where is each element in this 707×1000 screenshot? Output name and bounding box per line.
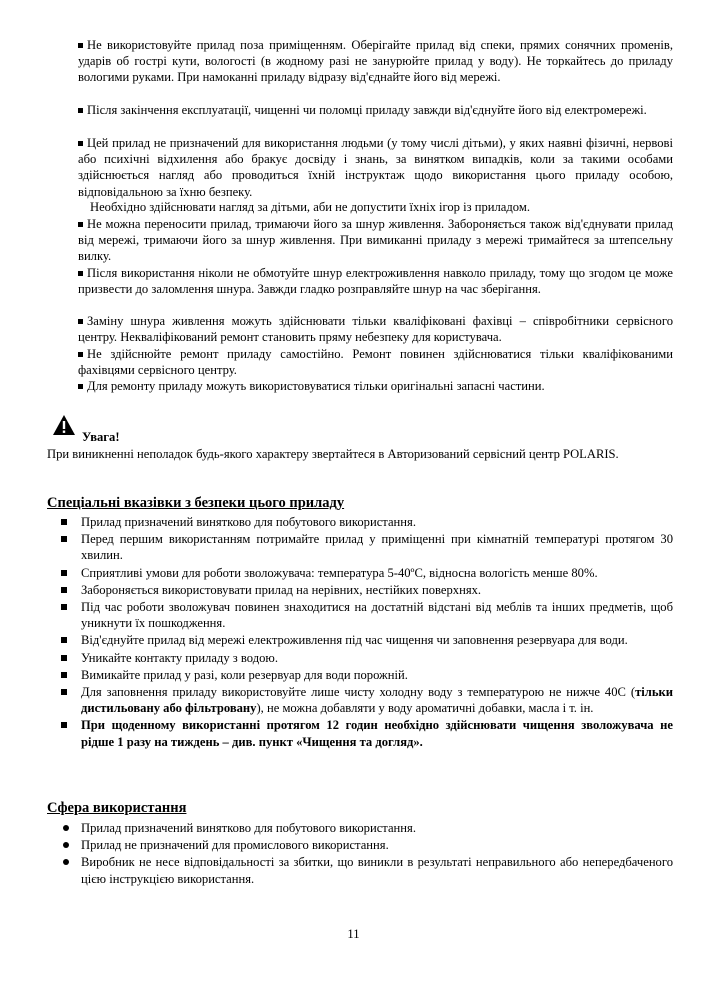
warning-triangle-icon — [52, 414, 76, 436]
list-item: Для заповнення приладу використовуйте лише чисту холодну воду з температурою не нижче 40С (тільки дистильовану або фільтровану), не можна добавляти у воду ароматичні добавки, масла і т. ін. — [47, 684, 673, 716]
bullet-square-icon — [61, 672, 67, 678]
list-item: Прилад призначений винятково для побутового використання. — [47, 514, 673, 530]
bullet-square-icon — [78, 319, 83, 324]
list-item: Забороняється використовувати прилад на нерівних, нестійких поверхнях. — [47, 582, 673, 598]
warning-text: При виникненні неполадок будь-якого характеру звертайтеся в Авторизований сервісний центр POLARIS. — [47, 447, 619, 461]
bullet-square-icon — [61, 536, 67, 542]
bullet-square-icon — [78, 352, 83, 357]
page-number: 11 — [347, 927, 360, 941]
bullet-square-icon — [61, 587, 67, 593]
bullet-dot-icon — [63, 825, 69, 831]
bullet-square-icon — [61, 570, 67, 576]
list-item: Сприятливі умови для роботи зволожувача: температура 5-40ºС, відносна вологість менше 80%. — [47, 565, 673, 581]
bullet-square-icon — [78, 141, 83, 146]
safety-paragraph: Для ремонту приладу можуть використовуватися тільки оригінальні запасні частини. — [78, 378, 673, 394]
bullet-square-icon — [78, 222, 83, 227]
safety-paragraph: Після закінчення експлуатації, чищенні чи поломці приладу завжди від'єднуйте його від електромережі. — [78, 102, 673, 118]
list-item: Вимикайте прилад у разі, коли резервуар для води порожній. — [47, 667, 673, 683]
safety-paragraph: Заміну шнура живлення можуть здійснювати тільки кваліфіковані фахівці – співробітники сервісного центру. Некваліфікований ремонт становить пряму небезпеку для користувача. — [78, 314, 673, 345]
list-item: Перед першим використанням потримайте прилад у приміщенні при кімнатній температурі протягом 30 хвилин. — [47, 531, 673, 563]
safety-paragraph: Цей прилад не призначений для використання людьми (у тому числі дітьми), у яких наявні фізичні, нервові або психічні відхилення або бракує досвіду і знань, за винятком випадків, коли за такими особами здійснюється нагляд або проводиться їхній інструктаж щодо використання цього приладу особою, відповідальною за їхню безпеку. — [78, 136, 673, 199]
list-item: Уникайте контакту приладу з водою. — [47, 650, 673, 666]
list-item: Прилад призначений винятково для побутового використання. — [47, 820, 673, 836]
bullet-dot-icon — [63, 859, 69, 865]
usage-section-list — [47, 820, 673, 888]
warning-title: Увага! — [82, 430, 120, 444]
safety-paragraph: Не використовуйте прилад поза приміщенням. Оберігайте прилад від спеки, прямих сонячних променів, ударів об гострі кути, вологості (в жодному разі не занурюйте прилад у воду). Не торкайтесь до приладу вологими руками. При намоканні приладу відразу від'єднайте його від мережі. — [78, 38, 673, 85]
bullet-dot-icon — [63, 842, 69, 848]
safety-paragraph: Після використання ніколи не обмотуйте шнур електроживлення навколо приладу, тому що згодом це може призвести до заломлення шнура. Завжди гладко розправляйте шнур на час зберігання. — [78, 266, 673, 297]
list-item: Виробник не несе відповідальності за збитки, що виникли в результаті неправильного або непередбаченого цією інструкцією використання. — [47, 854, 673, 886]
bullet-square-icon — [61, 637, 67, 643]
list-item: Прилад не призначений для промислового використання. — [47, 837, 673, 853]
special-section-heading: Спеціальні вказівки з безпеки цього приладу — [47, 495, 345, 511]
safety-paragraph: Не можна переносити прилад, тримаючи його за шнур живлення. Забороняється також від'єднувати прилад від мережі, тримаючи його за шнур живлення. При вимиканні приладу з мережі тримайтеся за штепсельну вилку. — [78, 217, 673, 264]
bullet-square-icon — [61, 519, 67, 525]
bullet-square-icon — [78, 271, 83, 276]
bullet-square-icon — [78, 43, 83, 48]
list-item: Під час роботи зволожувач повинен знаходитися на достатній відстані від меблів та інших предметів, щоб уникнути їх пошкодження. — [47, 599, 673, 631]
list-item: Від'єднуйте прилад від мережі електроживлення під час чищення чи заповнення резервуара для води. — [47, 632, 673, 648]
safety-paragraph: Не здійснюйте ремонт приладу самостійно. Ремонт повинен здійснюватися тільки кваліфікованими фахівцями сервісного центру. — [78, 347, 673, 378]
supervision-note: Необхідно здійснювати нагляд за дітьми, аби не допустити їхніх ігор із приладом. — [90, 200, 530, 214]
usage-section-heading: Сфера використання — [47, 800, 187, 816]
list-item: При щоденному використанні протягом 12 годин необхідно здійснювати чищення зволожувача не рідше 1 разу на тиждень – див. пункт «Чищення та догляд». — [47, 717, 673, 749]
special-section-list — [47, 514, 673, 751]
bullet-square-icon — [78, 108, 83, 113]
bullet-square-icon — [61, 604, 67, 610]
bullet-square-icon — [61, 655, 67, 661]
bullet-square-icon — [61, 722, 67, 728]
bullet-square-icon — [78, 384, 83, 389]
bullet-square-icon — [61, 689, 67, 695]
